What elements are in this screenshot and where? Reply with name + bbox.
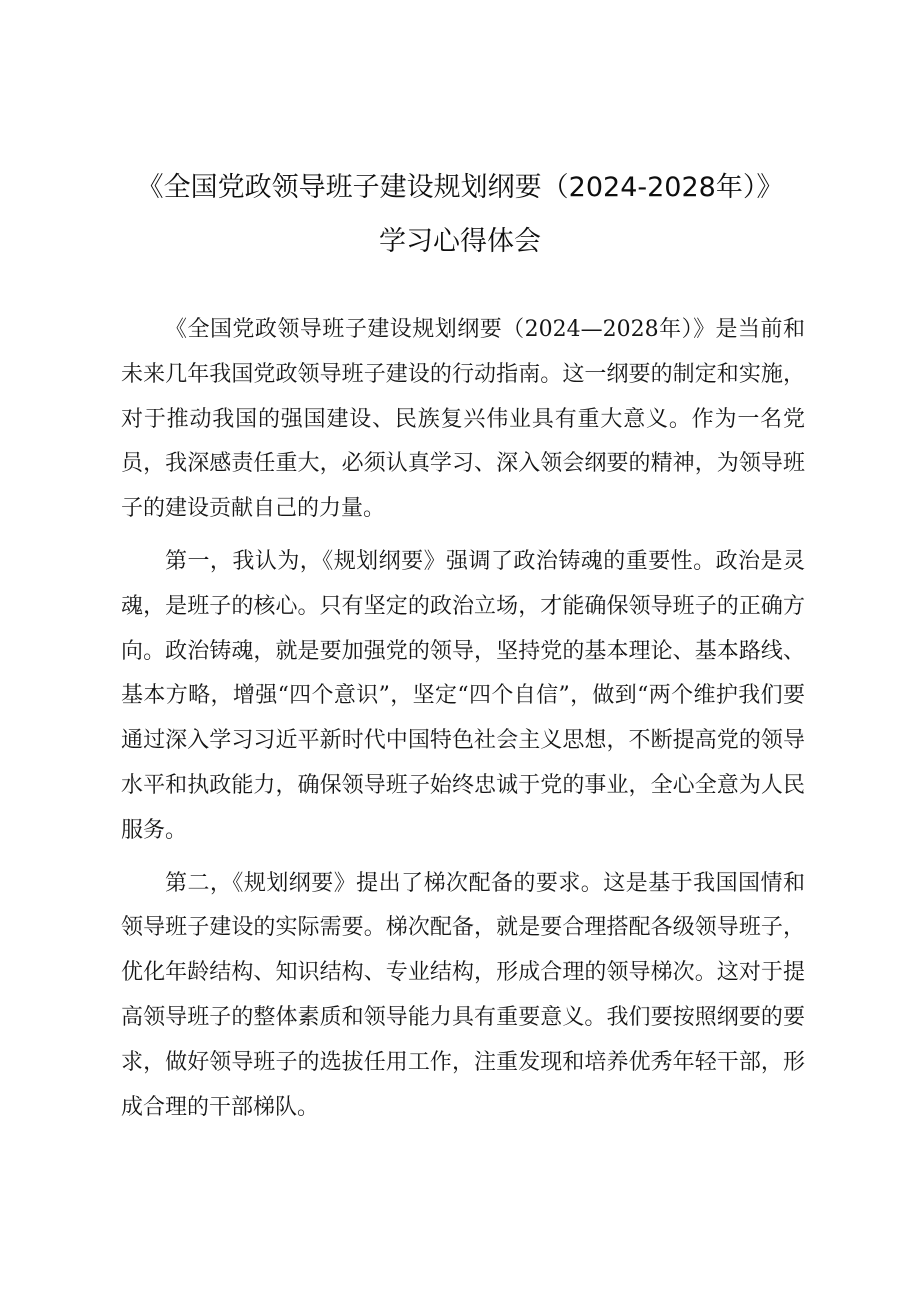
document-body [121, 308, 805, 1130]
paragraph-second-point: 第二，《规划纲要》提出了梯次配备的要求。这是基于我国国情和领导班子建设的实际需要。梯次配备，就是要合理搭配各级领导班子，优化年龄结构、知识结构、专业结构，形成合理的领导梯次。这对于提高领导班子的整体素质和领导能力具有重要意义。我们要按照纲要的要求，做好领导班子的选拔任用工作，注重发现和培养优秀年轻干部，形成合理的干部梯队。 [121, 870, 805, 1120]
paragraph-first-point: 第一，我认为，《规划纲要》强调了政治铸魂的重要性。政治是灵魂，是班子的核心。只有坚定的政治立场，才能确保领导班子的正确方向。政治铸魂，就是要加强党的领导，坚持党的基本理论、基本路线、基本方略，增强“四个意识”，坚定“四个自信”，做到“两个维护我们要通过深入学习习近平新时代中国特色社会主义思想，不断提高党的领导水平和执政能力，确保领导班子始终忠诚于党的事业，全心全意为人民服务。 [121, 548, 805, 843]
document-title: 《全国党政领导班子建设规划纲要（2024-2028年）》 [136, 172, 784, 203]
document-subtitle: 学习心得体会 [379, 226, 541, 257]
paragraph-intro: 《全国党政领导班子建设规划纲要（2024—2028年）》是当前和未来几年我国党政领导班子建设的行动指南。这一纲要的制定和实施，对于推动我国的强国建设、民族复兴伟业具有重大意义。作为一名党员，我深感责任重大，必须认真学习、深入领会纲要的精神，为领导班子的建设贡献自己的力量。 [121, 317, 805, 522]
